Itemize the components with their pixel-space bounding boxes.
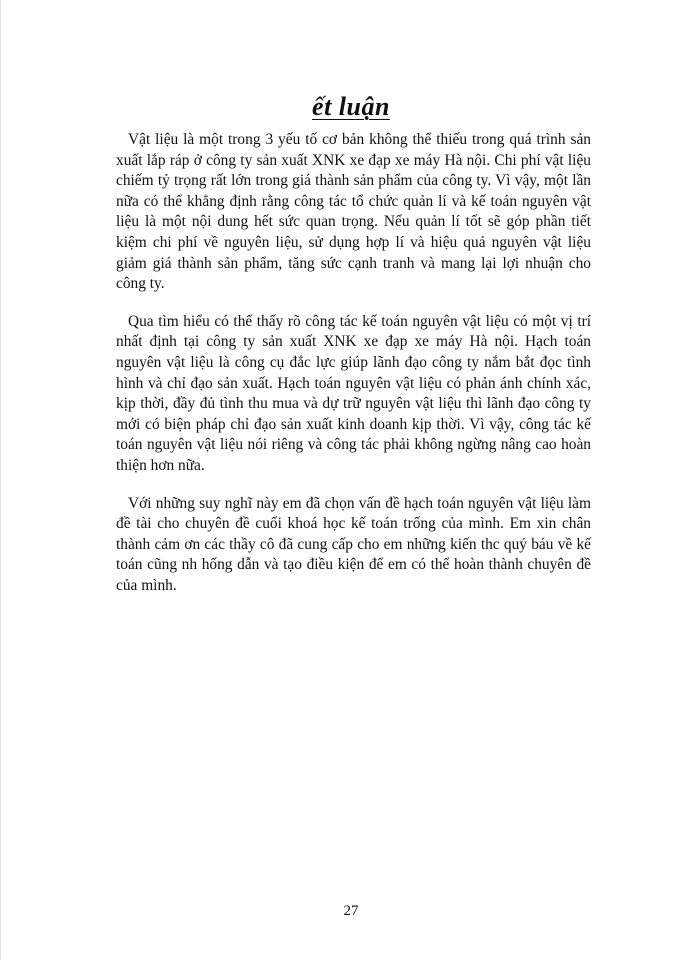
paragraph-1: Vật liệu là một trong 3 yếu tố cơ bản không thể thiếu trong quá trình sản xuất lắp ráp ở công ty sản xuất XNK xe đạp xe máy Hà nội. Chi phí vật liệu chiếm tỷ trọng rất lớn trong giá thành sản phẩm của công ty. Vì vậy, một lần nữa có thể khẳng định rằng công tác tổ chức quản lí và kế toán nguyên vật liệu là một nội dung hết sức quan trọng. Nếu quản lí tốt sẽ góp phần tiết kiệm chi phí về nguyên liệu, sử dụng hợp lí và hiệu quả nguyên vật liệu giảm giá thành sản phẩm, tăng sức cạnh tranh và mang lại lợi nhuận cho công ty. [116,131,591,293]
paragraph-3: Với những suy nghĩ này em đã chọn vấn đề hạch toán nguyên vật liệu làm đề tài cho chuyên đề cuối khoá học kế toán trống của mình. Em xin chân thành cảm ơn các thầy cô đã cung cấp cho em những kiến thc quý báu về kế toán cũng nh hống dẫn và tạo điều kiện để em có thể hoàn thành chuyên đề của mình. [116,494,591,594]
paragraph-2: Qua tìm hiểu có thể thấy rõ công tác kế toán nguyên vật liệu có một vị trí nhất định tại công ty sản xuất XNK xe đạp xe máy Hà nội. Hạch toán nguyên vật liệu là công cụ đắc lực giúp lãnh đạo công ty nắm bắt đọc tình hình và chỉ đạo sản xuất. Hạch toán nguyên vật liệu có phản ánh chính xác, kịp thời, đầy đủ tình thu mua và dự trữ nguyên vật liệu thì lãnh đạo công ty mới có biện pháp chỉ đạo sản xuất kinh doanh kịp thời. Vì vậy, công tác kế toán nguyên vật liệu nói riêng và công tác phải không ngừng nâng cao hoàn thiện hơn nữa. [116,312,591,474]
page-title: ết luận [312,92,390,121]
page-number: 27 [343,903,359,919]
body-text [116,130,591,613]
